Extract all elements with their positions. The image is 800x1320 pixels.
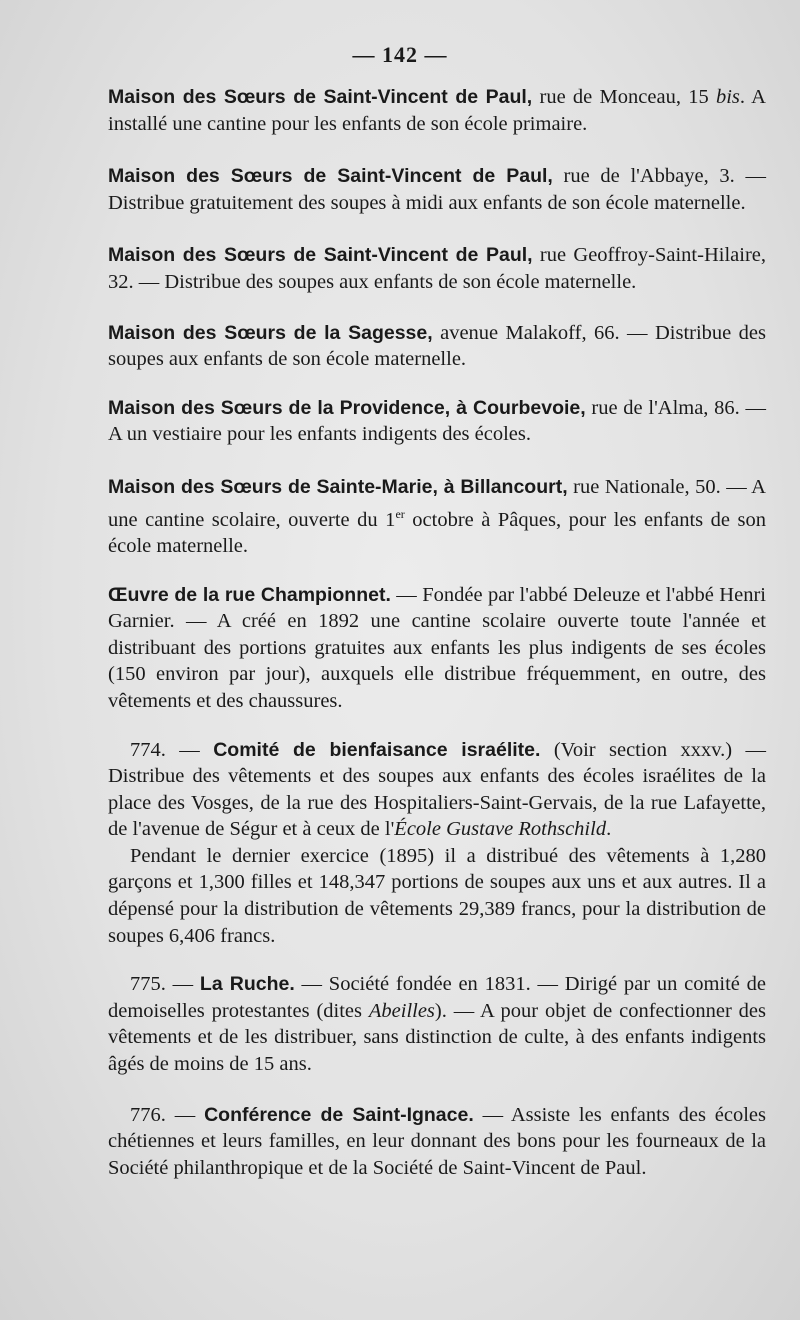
entry-775 xyxy=(108,971,766,1077)
entry-text: — Société fondée en 1831. — Dirigé par un comité de demoiselles protestantes (dites xyxy=(108,973,767,1022)
entry-paragraph xyxy=(108,737,766,843)
entry-text: (Voir section xxxv.) — Distribue des vêtements et des soupes aux enfants des écoles israélites de la place des Vosges, de la rue des Hospitaliers-Saint-Gervais, de la rue Lafayette, de l'avenue de Ségur et à ceux de l' xyxy=(108,738,767,841)
entry-text: . A installé une cantine pour les enfants de son école primaire. xyxy=(108,86,766,135)
entry-italic: Abeilles xyxy=(368,999,435,1022)
entry-title: Maison des Sœurs de Sainte-Marie, à Billancourt, xyxy=(108,475,568,498)
entry-title: Maison des Sœurs de Saint-Vincent de Paul, xyxy=(108,244,533,267)
entry-text: ). — A pour objet de confectionner des vêtements et de les distribuer, sans distinction de culte, à des enfants indigents âgés de moins de 15 ans. xyxy=(108,999,766,1076)
page-number: — 142 — xyxy=(352,42,448,67)
entry-sv-abbaye xyxy=(108,163,766,216)
entry-text: rue de Monceau, 15 xyxy=(532,86,716,108)
entry-italic: bis xyxy=(715,86,740,108)
entry-774 xyxy=(108,737,766,950)
entry-title: Conférence de Saint-Ignace. xyxy=(204,1103,474,1126)
entry-title: Maison des Sœurs de la Providence, à Courbevoie, xyxy=(108,396,586,419)
entry-text: avenue Malakoff, 66. — Distribue des soupes aux enfants de son école maternelle. xyxy=(108,321,766,371)
entry-number: 775. — xyxy=(130,973,200,996)
entry-text: rue de l'Alma, 86. — A un vestiaire pour les enfants indigents des écoles. xyxy=(108,396,766,446)
entry-title: Maison des Sœurs de Saint-Vincent de Paul, xyxy=(108,165,553,188)
entry-776 xyxy=(108,1102,766,1182)
entry-providence xyxy=(108,395,766,448)
entry-text: rue Geoffroy-Saint-Hilaire, 32. — Distribue des soupes aux enfants de son école maternelle. xyxy=(108,244,766,293)
entry-superscript: er xyxy=(395,506,405,521)
entry-title: Œuvre de la rue Championnet. xyxy=(108,583,391,606)
entry-title: La Ruche. xyxy=(199,973,295,996)
entry-sv-geoffroy xyxy=(108,242,766,295)
entry-sainte-marie xyxy=(108,474,766,560)
entry-paragraph xyxy=(108,843,766,949)
entry-number: 774. — xyxy=(130,738,214,761)
entry-number: 776. — xyxy=(130,1103,205,1126)
entry-italic: École Gustave Rothschild xyxy=(394,818,607,841)
entry-championnet xyxy=(108,582,766,715)
entry-sagesse xyxy=(108,320,766,373)
entry-text: octobre à Pâques, pour les enfants de son école maternelle. xyxy=(108,508,766,557)
page-content xyxy=(108,84,766,1181)
entry-text: rue de l'Abbaye, 3. — Distribue gratuitement des soupes à midi aux enfants de son école maternelle. xyxy=(108,165,766,214)
entry-text: Pendant le dernier exercice (1895) il a distribué des vêtements à 1,280 garçons et 1,300 filles et 148,347 portions de soupes aux uns et aux autres. Il a dépensé pour la distribution de vêtements 29,389 francs, pour la distribution de soupes 6,406 francs. xyxy=(108,844,766,947)
entry-text: rue Nationale, 50. — A une cantine scolaire, ouverte du 1 xyxy=(108,475,766,531)
entry-text: . xyxy=(606,818,612,841)
entry-title: Maison des Sœurs de la Sagesse, xyxy=(108,321,433,344)
entry-text: — Fondée par l'abbé Deleuze et l'abbé Henri Garnier. — A créé en 1892 une cantine scolaire ouverte toute l'année et distribuant des portions gratuites aux enfants les plus indigents de ses écoles (150 environ par jour), auxquels elle distribue fréquemment, en outre, des vêtements et des chaussures. xyxy=(108,583,766,712)
entry-title: Comité de bienfaisance israélite. xyxy=(213,738,541,761)
entry-sv-monceau xyxy=(108,84,766,137)
entry-title: Maison des Sœurs de Saint-Vincent de Paul, xyxy=(108,86,533,108)
entry-text: — Assiste les enfants des écoles chétiennes et leurs familles, en leur donnant des bons pour les fourneaux de la Société philanthropique et de la Société de Saint-Vincent de Paul. xyxy=(108,1103,766,1179)
